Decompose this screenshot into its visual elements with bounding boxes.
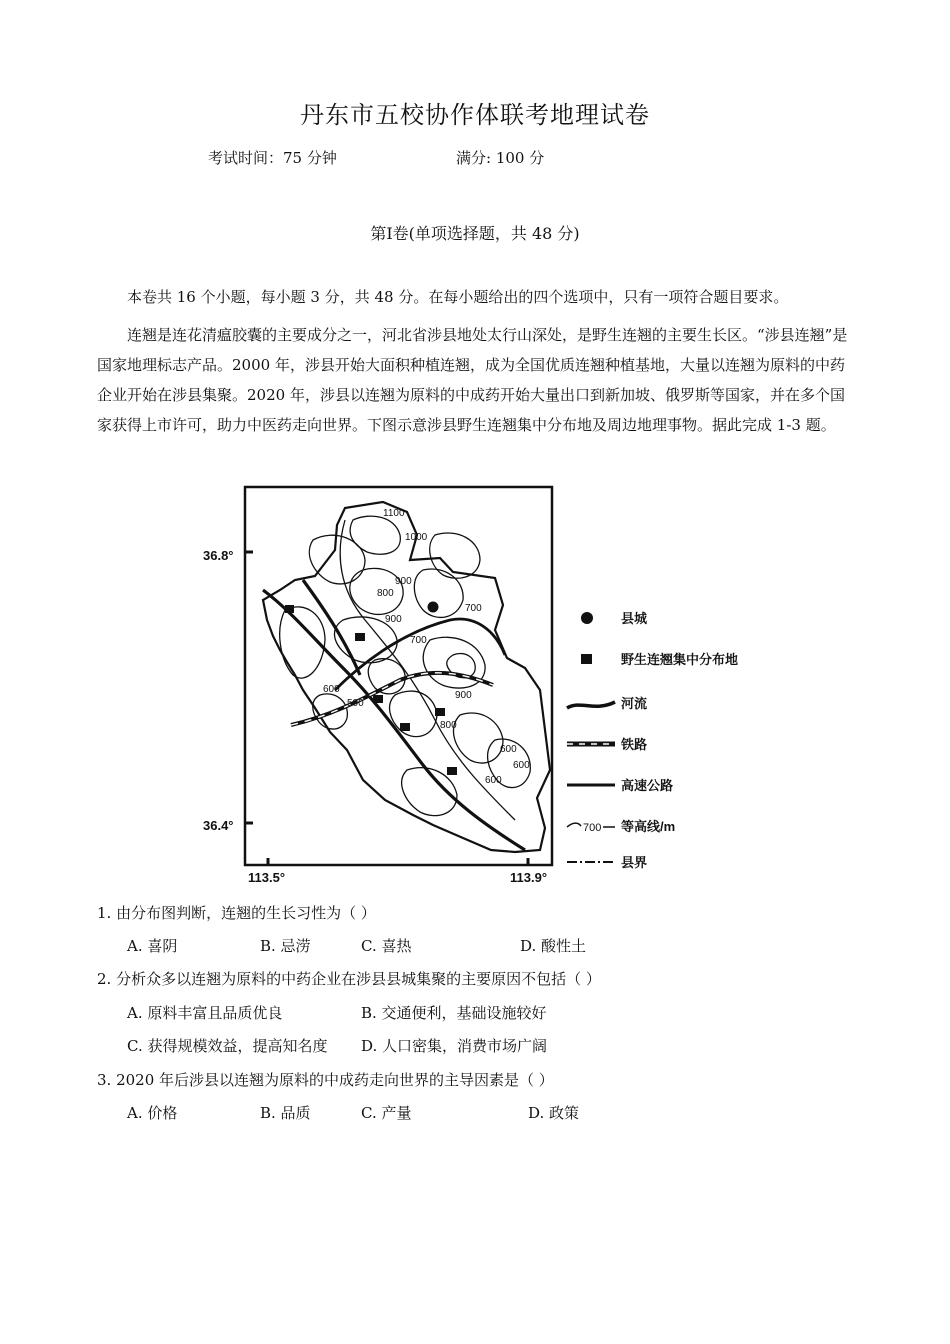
section-instruction: 本卷共 16 个小题，每小题 3 分，共 48 分。在每小题给出的四个选项中，只有一项符合题目要求。 <box>127 288 789 306</box>
svg-text:600: 600 <box>323 684 340 695</box>
svg-text:600: 600 <box>500 744 517 755</box>
legend-label-contour: 等高线/m <box>621 819 676 834</box>
map-legend <box>567 611 738 870</box>
forsythia-area-markers <box>285 605 457 775</box>
section-title: 第Ⅰ卷(单项选择题，共 48 分) <box>370 224 580 243</box>
question-1-option-a[interactable]: A. 喜阴 <box>127 937 178 955</box>
legend-label-forsythia: 野生连翘集中分布地 <box>621 652 739 667</box>
question-2-option-a[interactable]: A. 原料丰富且品质优良 <box>127 1004 283 1022</box>
question-3-stem: 3. 2020 年后涉县以连翘为原料的中成药走向世界的主导因素是（ ） <box>97 1071 554 1089</box>
full-score: 满分: 100 分 <box>456 149 545 167</box>
question-3-option-a[interactable]: A. 价格 <box>127 1104 178 1122</box>
question-1-option-b[interactable]: B. 忌涝 <box>260 937 311 955</box>
question-1-stem: 1. 由分布图判断，连翘的生长习性为（ ） <box>97 904 376 922</box>
svg-text:900: 900 <box>455 690 472 701</box>
exam-time: 考试时间：75 分钟 <box>208 149 337 167</box>
question-2-option-b[interactable]: B. 交通便利，基础设施较好 <box>361 1004 547 1022</box>
river-icon <box>567 702 615 708</box>
contour-icon <box>567 823 581 827</box>
legend-label-boundary: 县界 <box>621 855 648 870</box>
legend-label-expressway: 高速公路 <box>621 778 674 793</box>
river-branch <box>303 580 360 675</box>
svg-text:800: 800 <box>377 588 394 599</box>
county-seat-icon <box>581 612 593 624</box>
lat-label-south: 36.4° <box>203 818 234 833</box>
svg-text:900: 900 <box>395 576 412 587</box>
legend-label-county-seat: 县城 <box>621 611 648 626</box>
svg-text:900: 900 <box>385 614 402 625</box>
question-2-option-d[interactable]: D. 人口密集，消费市场广阔 <box>361 1037 548 1055</box>
lat-label-north: 36.8° <box>203 548 234 563</box>
lon-label-west: 113.5° <box>248 870 286 885</box>
lon-label-east: 113.9° <box>510 870 548 885</box>
question-2-stem: 2. 分析众多以连翘为原料的中药企业在涉县县城集聚的主要原因不包括（ ） <box>97 970 601 988</box>
svg-text:500: 500 <box>347 698 364 709</box>
forsythia-area-icon <box>581 654 592 664</box>
question-3-option-c[interactable]: C. 产量 <box>361 1104 412 1122</box>
legend-label-railway: 铁路 <box>621 737 648 752</box>
svg-text:1100: 1100 <box>383 508 405 519</box>
svg-text:800: 800 <box>440 720 457 731</box>
svg-text:700: 700 <box>410 635 427 646</box>
svg-text:1000: 1000 <box>405 532 428 543</box>
legend-label-river: 河流 <box>621 696 648 711</box>
county-seat-marker <box>428 602 439 613</box>
svg-text:600: 600 <box>485 775 502 786</box>
legend-contour-value: 700 <box>583 822 602 834</box>
svg-text:600: 600 <box>513 760 530 771</box>
forsythia-distribution-map <box>195 480 755 885</box>
page-title: 丹东市五校协作体联考地理试卷 <box>300 101 650 129</box>
question-1-option-d[interactable]: D. 酸性土 <box>520 937 587 955</box>
question-3-option-d[interactable]: D. 政策 <box>528 1104 580 1122</box>
question-3-option-b[interactable]: B. 品质 <box>260 1104 311 1122</box>
question-1-option-c[interactable]: C. 喜热 <box>361 937 412 955</box>
passage: 连翘是连花清瘟胶囊的主要成分之一，河北省涉县地处太行山深处，是野生连翘的主要生长区。“涉县连翘”是国家地理标志产品。2000 年，涉县开始大面积种植连翘，成为全国优质连翘种植基地，大量以连翘为原料的中药企业开始在涉县集聚。2020 年，涉县以连翘为原料的中成药开始大量出口到新加坡、俄罗斯等国家，并在多个国家获得上市许可，助力中医药走向世界。下图示意涉县野生连翘集中分布地及周边地理事物。据此完成 1-3 题。 <box>97 326 848 434</box>
question-2-option-c[interactable]: C. 获得规模效益，提高知名度 <box>127 1037 328 1055</box>
svg-text:700: 700 <box>465 603 482 614</box>
